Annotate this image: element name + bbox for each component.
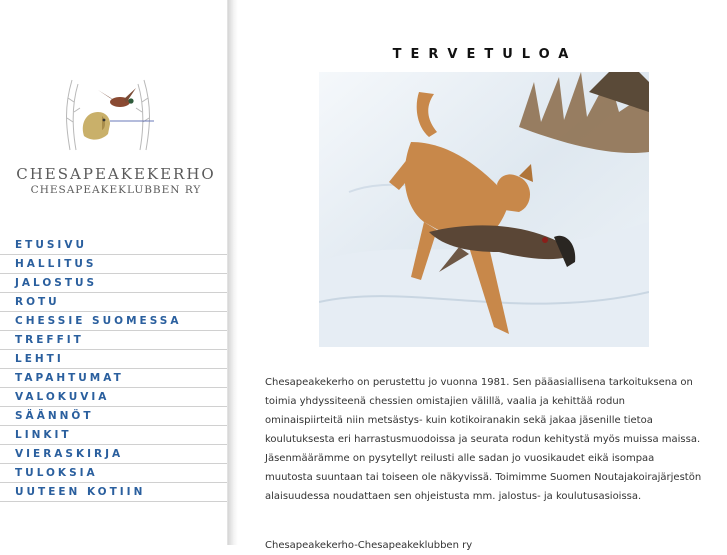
brand-subtitle: CHESAPEAKEKLUBBEN RY: [30, 184, 202, 196]
nav-item-tuloksia[interactable]: TULOKSIA: [0, 464, 227, 483]
reeds-icon: [67, 80, 150, 150]
nav-item-chessie-suomessa[interactable]: CHESSIE SUOMESSA: [0, 312, 227, 331]
nav-item-rotu[interactable]: ROTU: [0, 293, 227, 312]
nav-item-jalostus[interactable]: JALOSTUS: [0, 274, 227, 293]
nav-item-etusivu[interactable]: ETUSIVU: [0, 236, 227, 255]
nav-item-treffit[interactable]: TREFFIT: [0, 331, 227, 350]
main-nav: [0, 236, 227, 502]
club-logo: [58, 72, 160, 154]
nav-item-vieraskirja[interactable]: VIERASKIRJA: [0, 445, 227, 464]
dog-head-icon: [83, 112, 110, 140]
nav-item-hallitus[interactable]: HALLITUS: [0, 255, 227, 274]
page-title: TERVETULOA: [392, 47, 578, 62]
hero-photo: [319, 72, 649, 347]
nav-item-saannot[interactable]: SÄÄNNÖT: [0, 407, 227, 426]
nav-item-tapahtumat[interactable]: TAPAHTUMAT: [0, 369, 227, 388]
intro-text: Chesapeakekerho on perustettu jo vuonna 1981. Sen pääasiallisena tarkoituksena on toimia yhdyssiteenä chessien omistajien välillä, vaalia ja kehittää rodun ominaispiirteitä niin metsästys- kuin kotikoiranakin sekä jakaa jäsenille tietoa koulutuksesta eri harrastusmuodoissa ja seurata rodun kehitystä myös muissa maissa. Jäsenmäärämme on pysytellyt reilusti alle sadan jo vuosikaudet eikä isompaa muutosta suuntaan tai toiseen ole näkyvissä. Toimimme Suomen Noutajakoirajärjestön alaisuudessa noudattaen sen ohjeistusta mm. jalostus- ja koulutusasioissa.: [265, 377, 702, 502]
sidebar-shadow: [228, 0, 238, 545]
sidebar: [0, 0, 228, 545]
footer-club-name: Chesapeakekerho-Chesapeakeklubben ry: [265, 540, 473, 551]
nav-item-valokuvia[interactable]: VALOKUVIA: [0, 388, 227, 407]
nav-item-uuteen-kotiin[interactable]: UUTEEN KOTIIN: [0, 483, 227, 502]
brand-name: CHESAPEAKEKERHO: [16, 165, 216, 183]
nav-item-linkit[interactable]: LINKIT: [0, 426, 227, 445]
duck-icon: [98, 88, 136, 107]
nav-item-lehti[interactable]: LEHTI: [0, 350, 227, 369]
